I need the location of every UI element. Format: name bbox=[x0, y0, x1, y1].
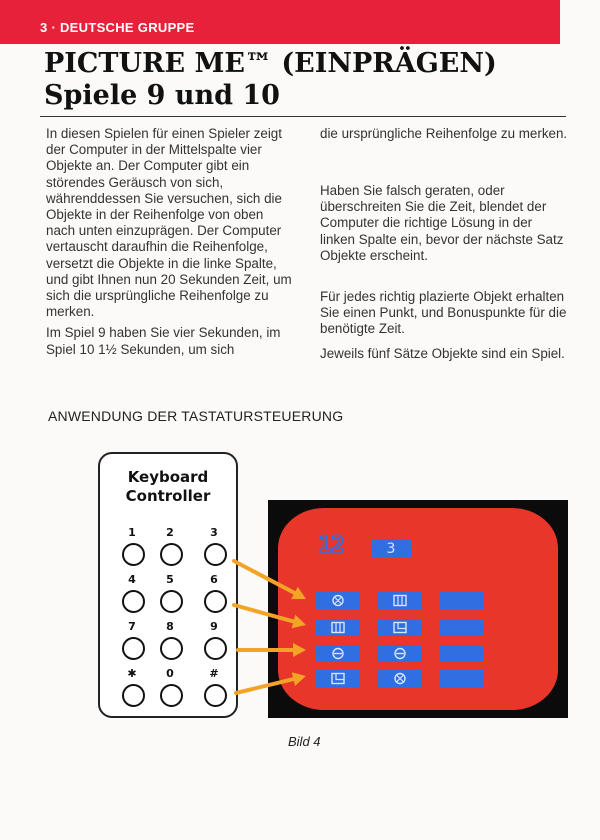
key-label-4: 4 bbox=[128, 573, 136, 586]
left-paragraph-1: In diesen Spielen für einen Spieler zeigt der Computer in der Mittelspalte vier Objekte an. Der Computer gibt ein störendes Geräusch von sich, währenddessen Sie versuchen, sich die Objekte in der Reihenfolge von oben nach unten einzuprägen. Der Computer vertauscht daraufhin die Reihenfolge, versetzt die Objekte in die linke Spalte, und gibt Ihnen nun 20 Sekunden Zeit, um sich die ursprüngliche Reihenfolge zu merken. bbox=[46, 126, 292, 320]
right-paragraph-4: Jeweils fünf Sätze Objekte sind ein Spiel. bbox=[320, 346, 565, 361]
key-button-2[interactable] bbox=[160, 543, 183, 566]
timer-value: 3 bbox=[386, 541, 396, 557]
score-display: 12 bbox=[318, 533, 345, 558]
key-button-5[interactable] bbox=[160, 590, 183, 613]
key-button-8[interactable] bbox=[160, 637, 183, 660]
game-screen bbox=[268, 500, 568, 718]
figure-caption: Bild 4 bbox=[288, 734, 321, 749]
key-label-star: ✱ bbox=[127, 667, 137, 680]
right-paragraph-2: Haben Sie falsch geraten, oder überschreiten Sie die Zeit, blendet der Computer die richtige Lösung in der linken Spalte ein, bevor der nächste Satz Objekte erscheint. bbox=[320, 183, 564, 263]
object-cell-r2-c2 bbox=[378, 619, 422, 636]
key-label-8: 8 bbox=[166, 620, 174, 633]
title-divider bbox=[40, 116, 566, 117]
object-cell-r4-c1 bbox=[316, 670, 360, 687]
key-button-star[interactable] bbox=[122, 684, 145, 707]
key-label-6: 6 bbox=[210, 573, 218, 586]
object-cell-r1-c2 bbox=[378, 592, 422, 609]
key-button-7[interactable] bbox=[122, 637, 145, 660]
key-button-3[interactable] bbox=[204, 543, 227, 566]
tv-display-graphics bbox=[278, 508, 558, 710]
section-label: 3 · DEUTSCHE GRUPPE bbox=[40, 20, 195, 35]
key-button-4[interactable] bbox=[122, 590, 145, 613]
key-button-1[interactable] bbox=[122, 543, 145, 566]
key-button-9[interactable] bbox=[204, 637, 227, 660]
object-cell-r2-c1 bbox=[316, 619, 360, 636]
key-label-5: 5 bbox=[166, 573, 174, 586]
key-label-hash: # bbox=[209, 667, 219, 680]
object-cell-r2-c3 bbox=[440, 619, 484, 636]
page-title bbox=[44, 48, 497, 112]
keyboard-title-line-2: Controller bbox=[125, 487, 211, 505]
key-label-7: 7 bbox=[128, 620, 136, 633]
object-cell-r4-c3 bbox=[440, 670, 484, 687]
title-line-1: PICTURE ME™ (EINPRÄGEN) bbox=[44, 48, 497, 79]
right-paragraph-3: Für jedes richtig plazierte Objekt erhalten Sie einen Punkt, und Bonuspunkte für die benötigte Zeit. bbox=[320, 289, 567, 337]
keyboard-title-line-1: Keyboard bbox=[127, 468, 209, 486]
tv-display bbox=[278, 508, 558, 710]
right-paragraph-1: die ursprüngliche Reihenfolge zu merken. bbox=[320, 126, 568, 141]
key-label-3: 3 bbox=[210, 526, 218, 539]
title-line-2: Spiele 9 und 10 bbox=[44, 80, 280, 111]
left-paragraph-2: Im Spiel 9 haben Sie vier Sekunden, im Spiel 10 1½ Sekunden, um sich bbox=[46, 325, 281, 357]
object-cell-r1-c3 bbox=[440, 592, 484, 609]
key-button-6[interactable] bbox=[204, 590, 227, 613]
key-button-hash[interactable] bbox=[204, 684, 227, 707]
object-cell-r3-c3 bbox=[440, 645, 484, 662]
keyboard-controller bbox=[98, 452, 238, 718]
left-column bbox=[46, 126, 292, 358]
key-label-2: 2 bbox=[166, 526, 174, 539]
key-label-0: 0 bbox=[166, 667, 174, 680]
key-label-1: 1 bbox=[128, 526, 136, 539]
section-heading: ANWENDUNG DER TASTATURSTEUERUNG bbox=[48, 408, 344, 424]
keyboard-title bbox=[100, 468, 236, 506]
key-button-0[interactable] bbox=[160, 684, 183, 707]
key-label-9: 9 bbox=[210, 620, 218, 633]
